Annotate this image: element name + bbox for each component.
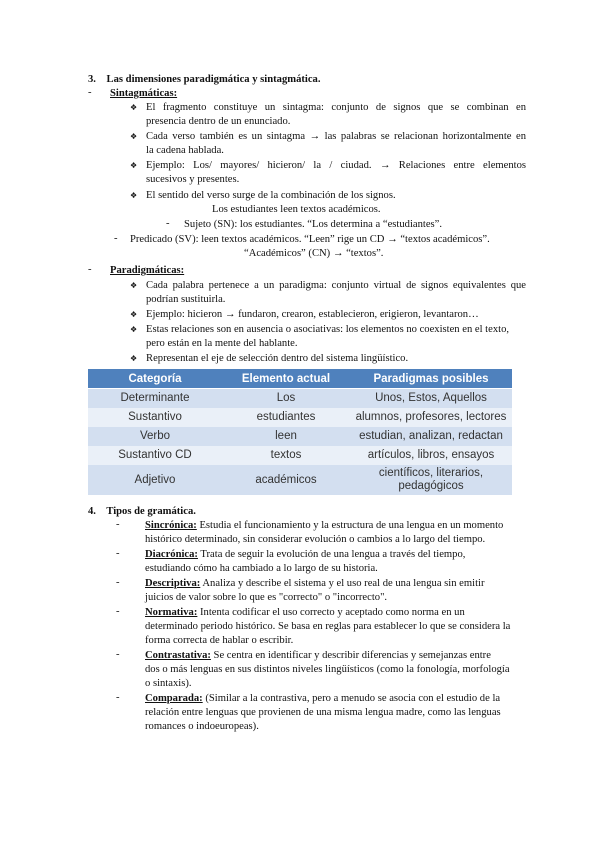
dash-bullet: - [116, 606, 120, 617]
table-row [88, 465, 512, 495]
table-cell: Adjetivo [88, 465, 222, 495]
table-cell: estudian, analizan, redactan [350, 427, 512, 446]
dash-bullet: - [88, 87, 92, 98]
table-row [88, 427, 512, 446]
gramatica-comparada: Comparada: (Similar a la contrastiva, pero a menudo se asocia con el estudio de la [145, 693, 501, 704]
header-elemento-actual: Elemento actual [222, 369, 350, 389]
dash-bullet: - [114, 233, 118, 244]
table-cell: Los [222, 389, 350, 409]
table-cell: Unos, Estos, Aquellos [350, 389, 512, 409]
sintag-bullet-4: El sentido del verso surge de la combinación de los signos. [146, 190, 396, 201]
predicado-line: Predicado (SV): leen textos académicos. “Leen” rige un CD → “textos académicos”. [130, 234, 490, 245]
gramatica-descriptiva-cont: juicios de valor sobre lo que es "correcto" o "incorrecto". [145, 592, 388, 603]
dash-bullet: - [88, 264, 92, 275]
table-cell: estudiantes [222, 408, 350, 427]
dash-bullet: - [116, 649, 120, 660]
table-row [88, 408, 512, 427]
paradigmaticas-heading: Paradigmáticas: [110, 265, 185, 276]
diamond-bullet-icon: ❖ [130, 354, 138, 363]
gramatica-normativa-cont-2: forma correcta de hablar o escribir. [145, 635, 294, 646]
section-4-title: 4. Tipos de gramática. [88, 506, 196, 517]
diamond-bullet-icon: ❖ [130, 310, 138, 319]
gramatica-diacronica-cont: estudiando cómo ha cambiado a lo largo de su historia. [145, 563, 378, 574]
gramatica-contrastativa: Contrastativa: Se centra en identificar y describir diferencias y semejanzas entre [145, 650, 491, 661]
sintagmaticas-heading: Sintagmáticas: [110, 88, 178, 99]
dash-bullet: - [116, 692, 120, 703]
paradig-bullet-3: Estas relaciones son en ausencia o asociativas: los elementos no coexisten en el texto, [146, 324, 510, 335]
table-cell: alumnos, profesores, lectores [350, 408, 512, 427]
gramatica-contrastativa-cont: dos o más lenguas en sus distintos niveles lingüísticos (como la fonología, morfología [145, 664, 510, 675]
table-cell: académicos [222, 465, 350, 495]
diamond-bullet-icon: ❖ [130, 103, 138, 112]
table-header-row [88, 369, 512, 389]
gramatica-normativa: Normativa: Intenta codificar el uso correcto y aceptado como norma en un [145, 607, 465, 618]
table-cell: artículos, libros, ensayos [350, 446, 512, 465]
section-3-title: 3. Las dimensiones paradigmática y sintagmática. [88, 74, 321, 85]
sintag-bullet-3: Ejemplo: Los/ mayores/ hicieron/ la / ciudad. → Relaciones entre elementos [146, 160, 526, 171]
table-cell: Determinante [88, 389, 222, 409]
paradigm-table [88, 369, 512, 495]
table-cell: textos [222, 446, 350, 465]
gramatica-contrastativa-cont-2: o sintaxis). [145, 678, 192, 689]
dash-bullet: - [116, 577, 120, 588]
dash-bullet: - [116, 548, 120, 559]
gramatica-sincronica: Sincrónica: Estudia el funcionamiento y la estructura de una lengua en un momento [145, 520, 504, 531]
paradig-bullet-1: Cada palabra pertenece a un paradigma: conjunto virtual de signos equivalentes que [146, 280, 526, 291]
table-cell: leen [222, 427, 350, 446]
academicos-line: “Académicos” (CN) → “textos”. [244, 248, 384, 259]
table-row [88, 446, 512, 465]
diamond-bullet-icon: ❖ [130, 132, 138, 141]
paradig-bullet-1-cont: podrían sustituirla. [146, 294, 226, 305]
table-cell: Sustantivo CD [88, 446, 222, 465]
sintag-bullet-1: El fragmento constituye un sintagma: conjunto de signos que se combinan en [146, 102, 526, 113]
header-paradigmas-posibles: Paradigmas posibles [350, 369, 512, 389]
sintag-bullet-2-cont: la cadena hablada. [146, 145, 224, 156]
gramatica-sincronica-cont: histórico determinado, sin considerar evolución o cambios a lo largo del tiempo. [145, 534, 486, 545]
paradig-bullet-4: Representan el eje de selección dentro del sistema lingüístico. [146, 353, 409, 364]
table-cell: Verbo [88, 427, 222, 446]
dash-bullet: - [166, 218, 170, 229]
paradig-bullet-2: Ejemplo: hicieron → fundaron, crearon, establecieron, erigieron, levantaron… [146, 309, 479, 320]
gramatica-comparada-cont: relación entre lenguas que provienen de una misma lengua madre, como las lenguas [145, 707, 501, 718]
sintag-bullet-1-cont: presencia dentro de un enunciado. [146, 116, 291, 127]
gramatica-descriptiva: Descriptiva: Analiza y describe el sistema y el uso real de una lengua sin emitir [145, 578, 485, 589]
dash-bullet: - [116, 519, 120, 530]
sintag-bullet-2: Cada verso también es un sintagma → las palabras se relacionan horizontalmente en [146, 131, 526, 142]
table-cell: científicos, literarios, pedagógicos [350, 465, 512, 495]
sintag-bullet-3-cont: sucesivos y presentes. [146, 174, 240, 185]
diamond-bullet-icon: ❖ [130, 161, 138, 170]
paradig-bullet-3-cont: pero están en la mente del hablante. [146, 338, 298, 349]
diamond-bullet-icon: ❖ [130, 191, 138, 200]
gramatica-normativa-cont: determinado periodo histórico. Se basa en reglas para establecer lo que se considera la [145, 621, 511, 632]
table-row [88, 389, 512, 409]
table-cell: Sustantivo [88, 408, 222, 427]
diamond-bullet-icon: ❖ [130, 281, 138, 290]
example-sentence: Los estudiantes leen textos académicos. [212, 204, 381, 215]
sujeto-line: Sujeto (SN): los estudiantes. “Los determina a “estudiantes”. [184, 219, 443, 230]
gramatica-diacronica: Diacrónica: Trata de seguir la evolución de una lengua a través del tiempo, [145, 549, 466, 560]
gramatica-comparada-cont-2: romances o indoeuropeas). [145, 721, 259, 732]
diamond-bullet-icon: ❖ [130, 325, 138, 334]
header-categoria: Categoría [88, 369, 222, 389]
